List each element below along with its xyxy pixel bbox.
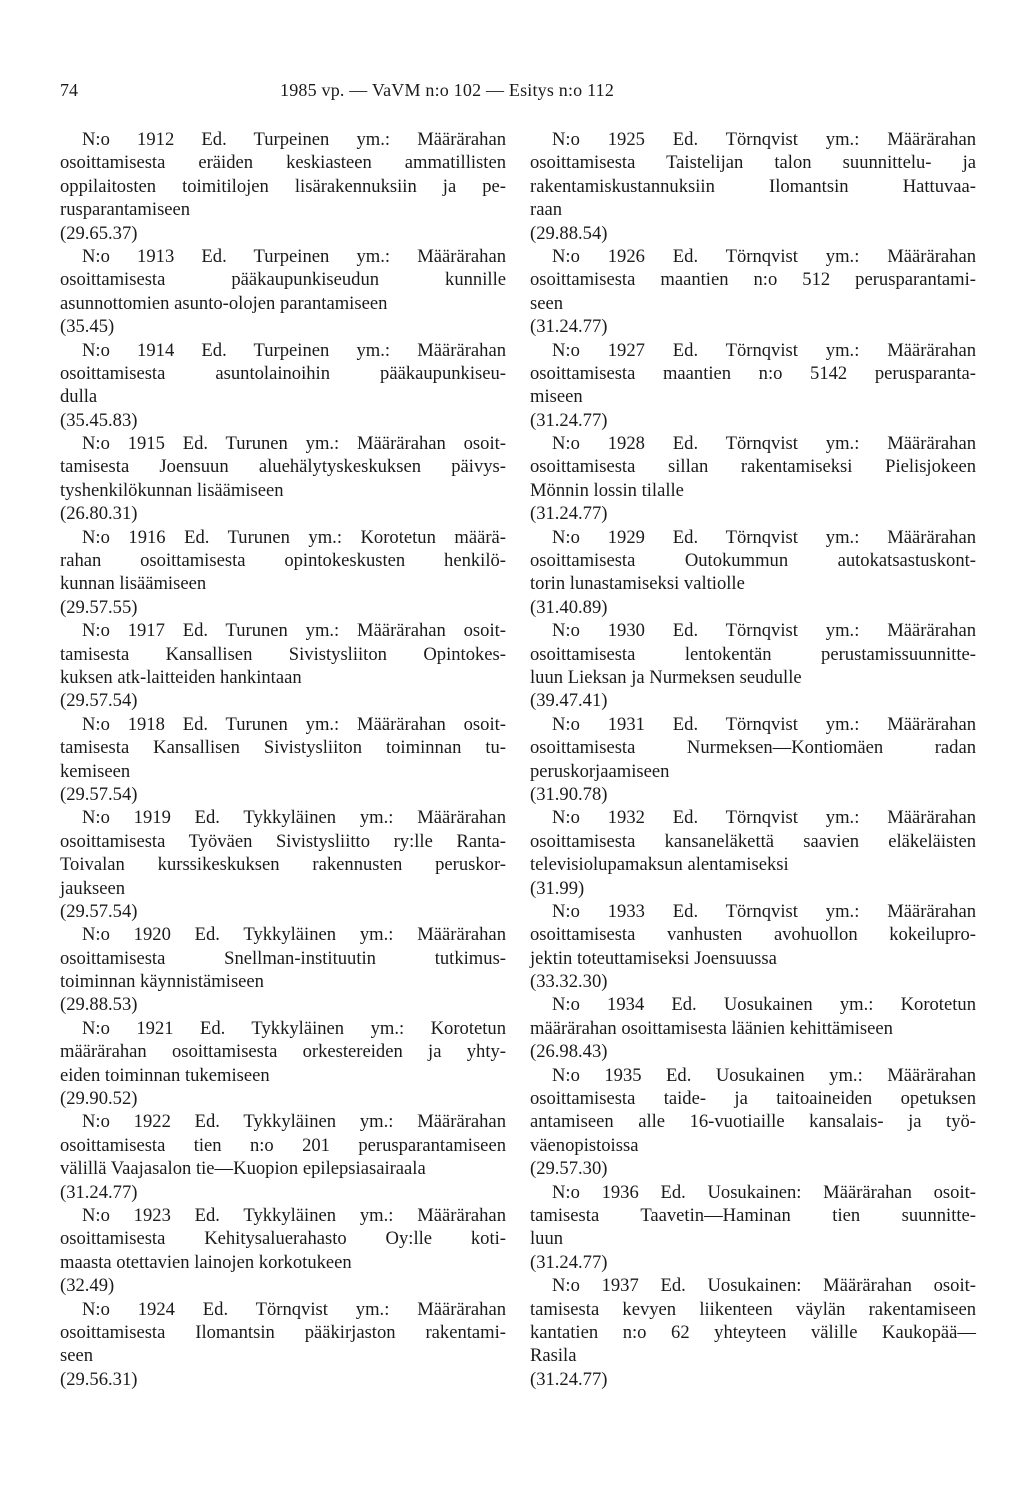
- budget-item-code: (31.24.77): [530, 1251, 608, 1273]
- motion-text-line: osoittamisesta kansaneläkettä saavien eläkeläisten: [530, 830, 976, 852]
- motion-entry: [60, 923, 506, 1017]
- motion-text-line: osoittamisesta eräiden keskiasteen ammatillisten: [60, 152, 506, 174]
- motion-text-line: määrärahan osoittamisesta orkestereiden ja yhty-: [60, 1041, 506, 1063]
- motion-text-line: miseen: [530, 386, 583, 408]
- motion-text-line: tamisesta Joensuun aluehälytyskeskuksen päivys-: [60, 456, 506, 478]
- motion-entry: [530, 900, 976, 994]
- motion-text-line: oppilaitosten toimitilojen lisärakennuksiin ja pe-: [60, 175, 506, 197]
- motion-text-line: osoittamisesta Outokummun autokatsastuskont-: [530, 550, 976, 572]
- budget-item-code: (29.65.37): [60, 222, 138, 244]
- motion-heading-line: N:o 1932 Ed. Törnqvist ym.: Määrärahan: [552, 807, 976, 829]
- motion-text-line: osoittamisesta Snellman-instituutin tutkimus-: [60, 947, 506, 969]
- motion-text-line: torin lunastamiseksi valtiolle: [530, 573, 745, 595]
- motion-heading-line: N:o 1926 Ed. Törnqvist ym.: Määrärahan: [552, 245, 976, 267]
- motion-text-line: Rasila: [530, 1345, 577, 1367]
- motion-text-line: osoittamisesta Kehitysaluerahasto Oy:lle koti-: [60, 1228, 506, 1250]
- motion-text-line: Toivalan kurssikeskuksen rakennusten peruskor-: [60, 854, 506, 876]
- motion-entry: [530, 1064, 976, 1181]
- motion-text-line: määrärahan osoittamisesta läänien kehittämiseen: [530, 1017, 893, 1039]
- budget-item-code: (29.57.30): [530, 1158, 608, 1180]
- motion-text-line: osoittamisesta asuntolainoihin pääkaupunkiseu-: [60, 362, 506, 384]
- motion-entry: [60, 713, 506, 807]
- motion-entry: [530, 1274, 976, 1391]
- motion-text-line: tamisesta Kansallisen Sivistysliiton Opintokes-: [60, 643, 506, 665]
- motion-heading-line: N:o 1914 Ed. Turpeinen ym.: Määrärahan: [82, 339, 506, 361]
- budget-item-code: (32.49): [60, 1275, 115, 1297]
- budget-item-code: (29.57.54): [60, 783, 138, 805]
- motion-text-line: rahan osoittamisesta opintokeskusten henkilö-: [60, 550, 506, 572]
- motion-heading-line: N:o 1919 Ed. Tykkyläinen ym.: Määrärahan: [82, 807, 506, 829]
- motion-text-line: osoittamisesta Ilomantsin pääkirjaston rakentami-: [60, 1321, 506, 1343]
- motion-heading-line: N:o 1930 Ed. Törnqvist ym.: Määrärahan: [552, 620, 976, 642]
- motion-text-line: osoittamisesta tien n:o 201 perusparantamiseen: [60, 1134, 506, 1156]
- motion-entry: [60, 806, 506, 923]
- motion-entry: [60, 619, 506, 713]
- motion-heading-line: N:o 1927 Ed. Törnqvist ym.: Määrärahan: [552, 339, 976, 361]
- budget-item-code: (35.45.83): [60, 409, 138, 431]
- budget-item-code: (31.40.89): [530, 596, 608, 618]
- motion-text-line: eiden toiminnan tukemiseen: [60, 1064, 270, 1086]
- budget-item-code: (31.99): [530, 877, 585, 899]
- motion-text-line: osoittamisesta Työväen Sivistysliitto ry:lle Ranta-: [60, 830, 506, 852]
- motion-entry: [530, 245, 976, 339]
- motion-text-line: kuksen atk-laitteiden hankintaan: [60, 666, 302, 688]
- motion-text-line: jaukseen: [60, 877, 126, 899]
- budget-item-code: (31.90.78): [530, 783, 608, 805]
- motion-text-line: seen: [530, 292, 564, 314]
- motion-entry: [530, 993, 976, 1063]
- budget-item-code: (29.56.31): [60, 1368, 138, 1390]
- motion-text-line: luun Lieksan ja Nurmeksen seudulle: [530, 666, 802, 688]
- motion-text-line: tamisesta Taavetin—Haminan tien suunnitte-: [530, 1204, 976, 1226]
- motion-text-line: luun: [530, 1228, 564, 1250]
- budget-item-code: (29.88.53): [60, 994, 138, 1016]
- motion-heading-line: N:o 1916 Ed. Turunen ym.: Korotetun määrä-: [82, 526, 506, 548]
- budget-item-code: (29.57.54): [60, 690, 138, 712]
- motion-text-line: kunnan lisäämiseen: [60, 573, 207, 595]
- motion-heading-line: N:o 1937 Ed. Uosukainen: Määrärahan osoit-: [552, 1275, 976, 1297]
- motion-heading-line: N:o 1920 Ed. Tykkyläinen ym.: Määrärahan: [82, 924, 506, 946]
- budget-item-code: (31.24.77): [530, 503, 608, 525]
- motion-heading-line: N:o 1929 Ed. Törnqvist ym.: Määrärahan: [552, 526, 976, 548]
- motion-heading-line: N:o 1918 Ed. Turunen ym.: Määrärahan osoit-: [82, 713, 506, 735]
- motion-entry: [530, 713, 976, 807]
- motion-entry: [530, 128, 976, 245]
- motion-heading-line: N:o 1931 Ed. Törnqvist ym.: Määrärahan: [552, 713, 976, 735]
- motion-text-line: tamisesta kevyen liikenteen väylän rakentamiseen: [530, 1298, 976, 1320]
- motion-heading-line: N:o 1925 Ed. Törnqvist ym.: Määrärahan: [552, 129, 976, 150]
- motion-text-line: osoittamisesta lentokentän perustamissuunnitte-: [530, 643, 976, 665]
- motion-heading-line: N:o 1913 Ed. Turpeinen ym.: Määrärahan: [82, 245, 506, 267]
- motion-text-line: rakentamiskustannuksiin Ilomantsin Hattuvaa-: [530, 175, 976, 197]
- budget-item-code: (31.24.77): [530, 409, 608, 431]
- motion-text-line: osoittamisesta Taistelijan talon suunnittelu- ja: [530, 152, 976, 174]
- motion-text-line: välillä Vaajasalon tie—Kuopion epilepsiasairaala: [60, 1158, 426, 1180]
- motion-heading-line: N:o 1924 Ed. Törnqvist ym.: Määrärahan: [82, 1298, 506, 1320]
- motion-entry: [530, 432, 976, 526]
- budget-item-code: (26.80.31): [60, 503, 138, 525]
- page-number: 74: [60, 80, 78, 100]
- motion-entry: [60, 339, 506, 433]
- motion-entry: [60, 1017, 506, 1111]
- motion-entry: [530, 1181, 976, 1275]
- motion-entry: [530, 619, 976, 713]
- motion-heading-line: N:o 1917 Ed. Turunen ym.: Määrärahan osoit-: [82, 620, 506, 642]
- motion-entry: [60, 128, 506, 245]
- motion-heading-line: N:o 1936 Ed. Uosukainen: Määrärahan osoit-: [552, 1181, 976, 1203]
- budget-item-code: (39.47.41): [530, 690, 608, 712]
- budget-item-code: (31.24.77): [530, 1368, 608, 1390]
- budget-item-code: (31.24.77): [60, 1181, 138, 1203]
- budget-item-code: (29.90.52): [60, 1088, 138, 1110]
- motion-text-line: osoittamisesta maantien n:o 5142 perusparanta-: [530, 362, 976, 384]
- budget-item-code: (29.57.55): [60, 596, 138, 618]
- motion-text-line: tyshenkilökunnan lisäämiseen: [60, 479, 284, 501]
- motion-heading-line: N:o 1934 Ed. Uosukainen ym.: Korotetun: [552, 994, 976, 1016]
- motion-text-line: antamiseen alle 16-vuotiaille kansalais- ja työ-: [530, 1111, 976, 1133]
- running-title: 1985 vp. — VaVM n:o 102 — Esitys n:o 112: [280, 80, 615, 100]
- motion-text-line: seen: [60, 1345, 94, 1367]
- motion-text-line: osoittamisesta pääkaupunkiseudun kunnille: [60, 269, 506, 291]
- motion-entry: [530, 806, 976, 900]
- motion-heading-line: N:o 1928 Ed. Törnqvist ym.: Määrärahan: [552, 433, 976, 455]
- motion-text-line: osoittamisesta vanhusten avohuollon kokeilupro-: [530, 924, 976, 946]
- motion-text-line: Mönnin lossin tilalle: [530, 479, 684, 501]
- motion-entry: [60, 526, 506, 620]
- motion-text-line: televisiolupamaksun alentamiseksi: [530, 854, 789, 876]
- motion-text-line: tamisesta Kansallisen Sivistysliiton toiminnan tu-: [60, 737, 506, 759]
- motion-text-line: osoittamisesta taide- ja taitoaineiden opetuksen: [530, 1088, 976, 1110]
- budget-item-code: (33.32.30): [530, 971, 608, 993]
- motion-entry: [60, 1204, 506, 1298]
- motion-heading-line: N:o 1935 Ed. Uosukainen ym.: Määrärahan: [552, 1064, 976, 1086]
- motion-text-line: maasta otettavien lainojen korkotukeen: [60, 1251, 352, 1273]
- motion-text-line: kemiseen: [60, 760, 131, 782]
- motion-heading-line: N:o 1912 Ed. Turpeinen ym.: Määrärahan: [82, 129, 506, 150]
- motion-text-line: osoittamisesta Nurmeksen—Kontiomäen radan: [530, 737, 976, 759]
- page-header: [60, 78, 960, 102]
- budget-item-code: (35.45): [60, 316, 115, 338]
- budget-item-code: (31.24.77): [530, 316, 608, 338]
- motion-entry: [60, 1298, 506, 1392]
- motion-heading-line: N:o 1921 Ed. Tykkyläinen ym.: Korotetun: [82, 1017, 506, 1039]
- budget-item-code: (29.88.54): [530, 222, 608, 244]
- motion-entry: [530, 526, 976, 620]
- motion-text-line: kantatien n:o 62 yhteyteen välille Kaukopää—: [530, 1321, 976, 1343]
- motion-text-line: raan: [530, 199, 562, 221]
- motion-text-line: asunnottomien asunto-olojen parantamiseen: [60, 292, 388, 314]
- motion-text-line: väenopistoissa: [530, 1134, 639, 1156]
- motion-text-line: jektin toteuttamiseksi Joensuussa: [530, 947, 777, 969]
- motion-entry: [60, 432, 506, 526]
- motion-text-line: toiminnan käynnistämiseen: [60, 971, 264, 993]
- budget-item-code: (26.98.43): [530, 1041, 608, 1063]
- budget-item-code: (29.57.54): [60, 900, 138, 922]
- motion-text-line: osoittamisesta maantien n:o 512 perusparantami-: [530, 269, 976, 291]
- motion-text-line: dulla: [60, 386, 98, 408]
- motion-entry: [60, 245, 506, 339]
- motion-heading-line: N:o 1933 Ed. Törnqvist ym.: Määrärahan: [552, 900, 976, 922]
- motion-text-line: peruskorjaamiseen: [530, 760, 670, 782]
- motion-entry: [60, 1110, 506, 1204]
- motion-heading-line: N:o 1923 Ed. Tykkyläinen ym.: Määrärahan: [82, 1204, 506, 1226]
- motion-heading-line: N:o 1915 Ed. Turunen ym.: Määrärahan osoit-: [82, 433, 506, 455]
- motion-text-line: rusparantamiseen: [60, 199, 191, 221]
- right-column: [530, 128, 976, 1391]
- motion-heading-line: N:o 1922 Ed. Tykkyläinen ym.: Määrärahan: [82, 1111, 506, 1133]
- motion-entry: [530, 339, 976, 433]
- left-column: [60, 128, 506, 1391]
- motion-text-line: osoittamisesta sillan rakentamiseksi Pielisjokeen: [530, 456, 976, 478]
